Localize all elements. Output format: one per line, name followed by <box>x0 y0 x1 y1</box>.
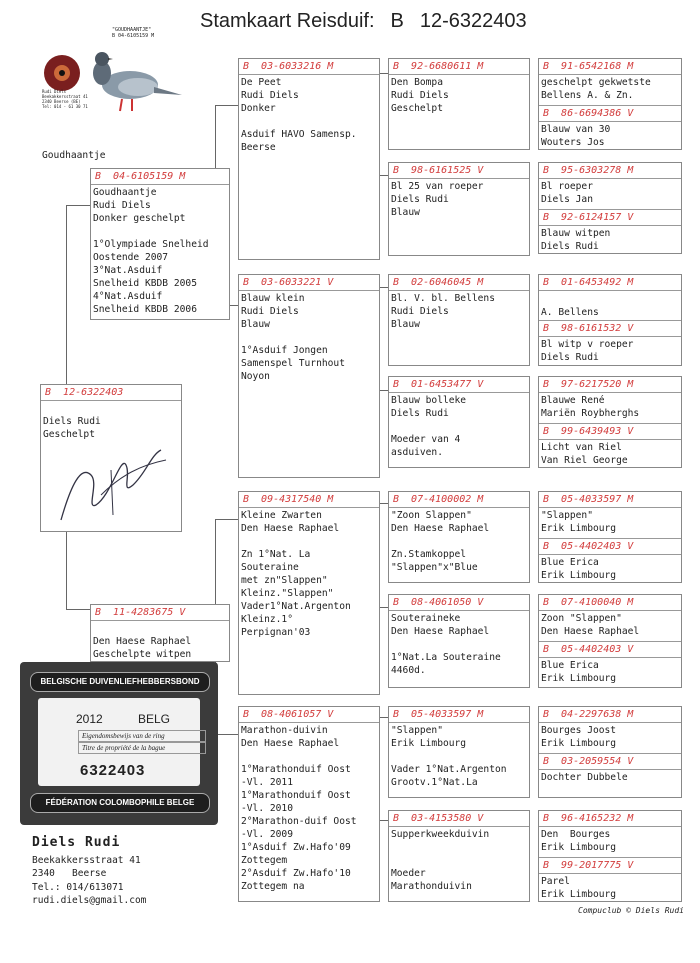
page-title <box>200 10 527 33</box>
pedigree-lines: Marathon-duivin Den Haese Raphael 1°Marathonduif Oost -Vl. 2011 1°Marathonduif Oost -Vl. 2010 2°Marathon-duif Oost -Vl. 2009 1°Asduif Zw.Hafo'09 Zottegem 2°Asduif Zw.Hafo'10 Zottegem na <box>241 725 357 892</box>
card-top-banner: BELGISCHE DUIVENLIEFHEBBERSBOND <box>30 672 210 692</box>
pedigree-card-gen3 <box>238 58 380 260</box>
pedigree-card-gen3 <box>238 491 380 695</box>
owner-name: Diels Rudi <box>32 835 121 850</box>
pedigree-ring: B 91-6542168 M <box>539 59 681 75</box>
pedigree-lines: "Slappen" Erik Limbourg Vader 1°Nat.Argenton Grootv.1°Nat.La <box>391 725 507 788</box>
pedigree-card-gen4 <box>388 162 530 256</box>
dam-card <box>90 604 230 662</box>
card-country: BELG <box>138 712 171 726</box>
card-number: 6322403 <box>80 762 146 779</box>
pedigree-ring: B 08-4061050 V <box>389 595 529 611</box>
pedigree-card-gen5 <box>538 274 682 366</box>
pedigree-lines: Dochter Dubbele <box>541 772 628 783</box>
owner-email[interactable]: rudi.diels@gmail.com <box>32 895 147 906</box>
pedigree-ring: B 99-2017775 V <box>539 857 681 874</box>
pedigree-lines: geschelpt gekwetste Bellens A. & Zn. <box>541 77 651 101</box>
logo-owner <box>42 89 88 109</box>
sire-label: Goudhaantje <box>42 150 106 161</box>
pedigree-lines: Den Bourges Erik Limbourg <box>541 829 617 853</box>
pedigree-ring: B 95-6303278 M <box>539 163 681 179</box>
pedigree-ring: B 97-6217520 M <box>539 377 681 393</box>
ownership-card <box>20 662 218 825</box>
connector-line <box>66 609 90 610</box>
pedigree-ring: B 03-6033221 V <box>239 275 379 291</box>
pedigree-card-gen4 <box>388 810 530 902</box>
logo-ring: B 04-6105159 M <box>112 33 155 39</box>
pedigree-lines: Blauw klein Rudi Diels Blauw 1°Asduif Jongen Samenspel Turnhout Noyon <box>241 293 345 382</box>
pedigree-lines: De Peet Rudi Diels Donker Asduif HAVO Samensp. Beerse <box>241 77 357 153</box>
pedigree-card-gen5 <box>538 491 682 583</box>
pedigree-lines: Blauw van 30 Wouters Jos <box>541 124 611 148</box>
pedigree-lines: "Zoon Slappen" Den Haese Raphael Zn.Stamkoppel "Slappen"x"Blue <box>391 510 490 573</box>
logo-owner-line: Rudi Diels <box>42 89 67 94</box>
pedigree-ring: B 98-6161532 V <box>539 320 681 337</box>
sire-card <box>90 168 230 320</box>
pedigree-card-gen4 <box>388 706 530 798</box>
pedigree-lines: Blue Erica Erik Limbourg <box>541 660 617 684</box>
logo-owner-line: Tel: 014 - 61 30 71 <box>42 104 88 109</box>
pedigree-ring: B 05-4402403 V <box>539 538 681 555</box>
pedigree-ring: B 01-6453492 M <box>539 275 681 291</box>
pedigree-lines: Blue Erica Erik Limbourg <box>541 557 617 581</box>
pedigree-card-gen4 <box>388 58 530 150</box>
pedigree-lines: Den Bompa Rudi Diels Geschelpt <box>391 77 449 114</box>
pedigree-ring: B 02-6046045 M <box>389 275 529 291</box>
subject-lines: Diels Rudi Geschelpt <box>43 416 101 440</box>
pedigree-lines: Souteraineke Den Haese Raphael 1°Nat.La Souteraine 4460d. <box>391 613 501 676</box>
card-panel <box>38 698 200 786</box>
owner-city: 2340 Beerse <box>32 868 107 879</box>
owner-phone: Tel.: 014/613071 <box>32 881 124 893</box>
pedigree-lines: Bl. V. bl. Bellens Rudi Diels Blauw <box>391 293 495 330</box>
pedigree-ring: B 96-4165232 M <box>539 811 681 827</box>
connector-line <box>215 734 239 735</box>
signature-icon <box>51 425 171 525</box>
pedigree-card-gen3 <box>238 274 380 478</box>
pedigree-ring: B 92-6124157 V <box>539 209 681 226</box>
pedigree-card-gen4 <box>388 376 530 468</box>
connector-line <box>66 205 67 385</box>
pedigree-lines: Blauwe René Mariën Roybherghs <box>541 395 640 419</box>
pedigree-lines: Bl roeper Diels Jan <box>541 181 593 205</box>
title-country: B <box>390 10 404 32</box>
pedigree-lines: Bl witp v roeper Diels Rudi <box>541 339 634 363</box>
pedigree-card-gen5 <box>538 594 682 688</box>
pedigree-lines: Bl 25 van roeper Diels Rudi Blauw <box>391 181 484 218</box>
card-line2: Titre de propriété de la bague <box>78 742 206 754</box>
owner-street: Beekakkersstraat 41 <box>32 854 141 866</box>
card-line1: Eigendomsbewijs van de ring <box>78 730 206 742</box>
logo-name: "GOUDHAANTJE" <box>112 27 152 33</box>
pedigree-ring: B 09-4317540 M <box>239 492 379 508</box>
pedigree-ring: B 04-2297638 M <box>539 707 681 723</box>
footer-credit: Compuclub © Diels Rudi <box>578 906 684 915</box>
title-ring: 12-6322403 <box>419 10 527 32</box>
subject-ring: B 12-6322403 <box>41 385 181 401</box>
pedigree-card-gen5 <box>538 162 682 254</box>
logo-owner-line: Beekakkersstraat 41 <box>42 94 88 99</box>
pedigree-card-gen4 <box>388 594 530 688</box>
pigeon-logo <box>42 25 192 115</box>
sire-lines: Goudhaantje Rudi Diels Donker geschelpt 1°Olympiade Snelheid Oostende 2007 3°Nat.Asduif Snelheid KBDB 2005 4°Nat.Asduif Snelheid KBDB 2006 <box>93 187 209 315</box>
connector-line <box>215 519 239 520</box>
pedigree-lines: Blauw bolleke Diels Rudi Moeder van 4 asduiven. <box>391 395 467 458</box>
pedigree-ring: B 03-6033216 M <box>239 59 379 75</box>
pedigree-lines: Bourges Joost Erik Limbourg <box>541 725 617 749</box>
dam-lines: Den Haese Raphael Geschelpte witpen <box>93 636 192 660</box>
card-year: 2012 <box>76 712 103 726</box>
pedigree-ring: B 98-6161525 V <box>389 163 529 179</box>
logo-caption <box>112 27 154 39</box>
sire-ring: B 04-6105159 M <box>91 169 229 185</box>
pedigree-ring: B 86-6694386 V <box>539 105 681 122</box>
pedigree-ring: B 05-4402403 V <box>539 641 681 658</box>
pedigree-ring: B 03-2059554 V <box>539 753 681 770</box>
pedigree-card-gen5 <box>538 58 682 150</box>
pedigree-card-gen5 <box>538 706 682 798</box>
logo-owner-line: 2340 Beerse (BE) <box>42 99 81 104</box>
pedigree-ring: B 99-6439493 V <box>539 423 681 440</box>
dam-ring: B 11-4283675 V <box>91 605 229 621</box>
pedigree-ring: B 07-4100002 M <box>389 492 529 508</box>
pedigree-lines: Kleine Zwarten Den Haese Raphael Zn 1°Nat. La Souteraine met zn"Slappen" Kleinz."Slappen" Vader1°Nat.Argenton Kleinz.1° Perpignan'03 <box>241 510 351 638</box>
subject-card <box>40 384 182 532</box>
pedigree-card-gen4 <box>388 491 530 583</box>
connector-line <box>215 105 239 106</box>
pedigree-ring: B 03-4153580 V <box>389 811 529 827</box>
connector-line <box>66 205 90 206</box>
pedigree-card-gen3 <box>238 706 380 902</box>
pedigree-ring: B 05-4033597 M <box>539 492 681 508</box>
connector-line <box>66 532 67 609</box>
card-bottom-banner: FÉDÉRATION COLOMBOPHILE BELGE <box>30 793 210 813</box>
pedigree-ring: B 92-6680611 M <box>389 59 529 75</box>
pedigree-lines: A. Bellens <box>541 307 599 318</box>
pedigree-card-gen5 <box>538 376 682 468</box>
title-label: Stamkaart Reisduif: <box>200 10 375 32</box>
pedigree-lines: Licht van Riel Van Riel George <box>541 442 628 466</box>
pedigree-ring: B 08-4061057 V <box>239 707 379 723</box>
pedigree-lines: Zoon "Slappen" Den Haese Raphael <box>541 613 640 637</box>
pedigree-card-gen5 <box>538 810 682 902</box>
owner-info <box>32 836 146 908</box>
pedigree-lines: Blauw witpen Diels Rudi <box>541 228 611 252</box>
pedigree-lines: Parel Erik Limbourg <box>541 876 617 900</box>
pedigree-ring: B 07-4100040 M <box>539 595 681 611</box>
pedigree-card-gen4 <box>388 274 530 366</box>
pedigree-lines: Supperkweekduivin Moeder Marathonduivin <box>391 829 490 892</box>
pedigree-lines: "Slappen" Erik Limbourg <box>541 510 617 534</box>
pedigree-ring: B 01-6453477 V <box>389 377 529 393</box>
pedigree-ring: B 05-4033597 M <box>389 707 529 723</box>
